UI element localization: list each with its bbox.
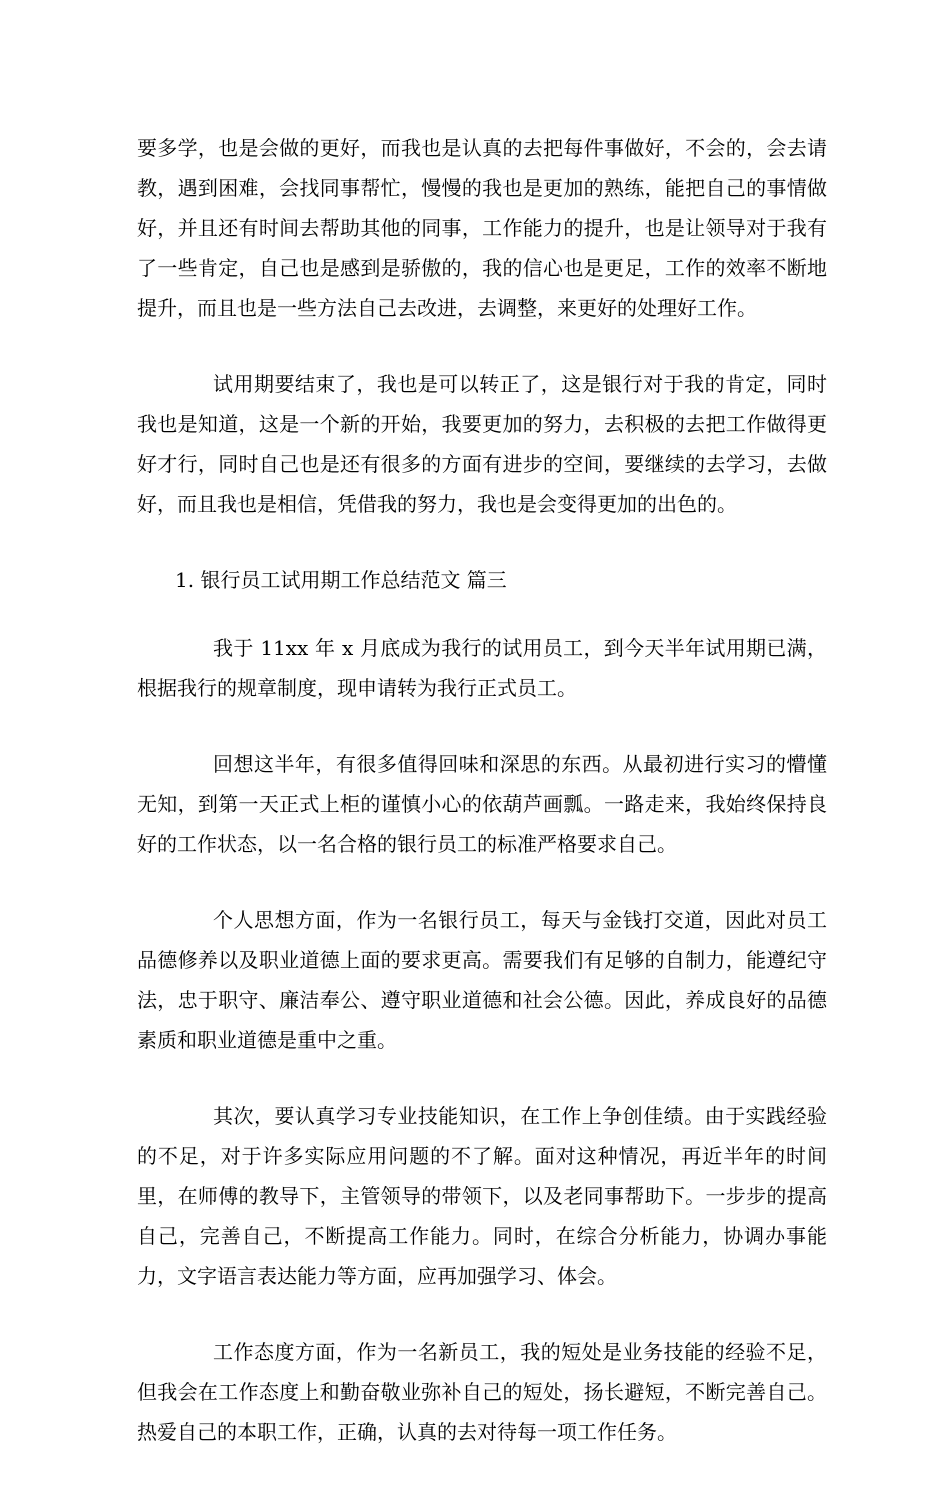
paragraph-skills: 其次，要认真学习专业技能知识，在工作上争创佳绩。由于实践经验的不足，对于许多实际应用问题的不了解。面对这种情况，再近半年的时间里，在师傅的教导下，主管领导的带领下，以及老同事帮助下。一步步的提高自己，完善自己，不断提高工作能力。同时，在综合分析能力，协调办事能力，文字语言表达能力等方面，应再加强学习、体会。 bbox=[137, 1104, 827, 1288]
paragraph-ideology: 个人思想方面，作为一名银行员工，每天与金钱打交道，因此对员工品德修养以及职业道德上面的要求更高。需要我们有足够的自制力，能遵纪守法，忠于职守、廉洁奉公、遵守职业道德和社会公德。因此，养成良好的品德素质和职业道德是重中之重。 bbox=[137, 908, 827, 1052]
paragraph-probation-ending: 试用期要结束了，我也是可以转正了，这是银行对于我的肯定，同时我也是知道，这是一个新的开始，我要更加的努力，去积极的去把工作做得更好才行，同时自己也是还有很多的方面有进步的空间，要继续的去学习，去做好，而且我也是相信，凭借我的努力，我也是会变得更加的出色的。 bbox=[137, 372, 827, 516]
paragraph-reflection: 回想这半年，有很多值得回味和深思的东西。从最初进行实习的懵懂无知，到第一天正式上柜的谨慎小心的依葫芦画瓢。一路走来，我始终保持良好的工作状态，以一名合格的银行员工的标准严格要求自己。 bbox=[137, 752, 827, 856]
paragraph-continued: 要多学，也是会做的更好，而我也是认真的去把每件事做好，不会的，会去请教，遇到困难，会找同事帮忙，慢慢的我也是更加的熟练，能把自己的事情做好，并且还有时间去帮助其他的同事，工作能力的提升，也是让领导对于我有了一些肯定，自己也是感到是骄傲的，我的信心也是更足，工作的效率不断地提升，而且也是一些方法自己去改进，去调整，来更好的处理好工作。 bbox=[137, 136, 827, 320]
section-heading: 1. 银行员工试用期工作总结范文 篇三 bbox=[175, 568, 507, 592]
document-body bbox=[137, 128, 827, 1488]
paragraph-application: 我于 11xx 年 x 月底成为我行的试用员工，到今天半年试用期已满，根据我行的规章制度，现申请转为我行正式员工。 bbox=[137, 636, 827, 700]
paragraph-attitude: 工作态度方面，作为一名新员工，我的短处是业务技能的经验不足，但我会在工作态度上和勤奋敬业弥补自己的短处，扬长避短，不断完善自己。热爱自己的本职工作，正确，认真的去对待每一项工作任务。 bbox=[137, 1340, 827, 1444]
